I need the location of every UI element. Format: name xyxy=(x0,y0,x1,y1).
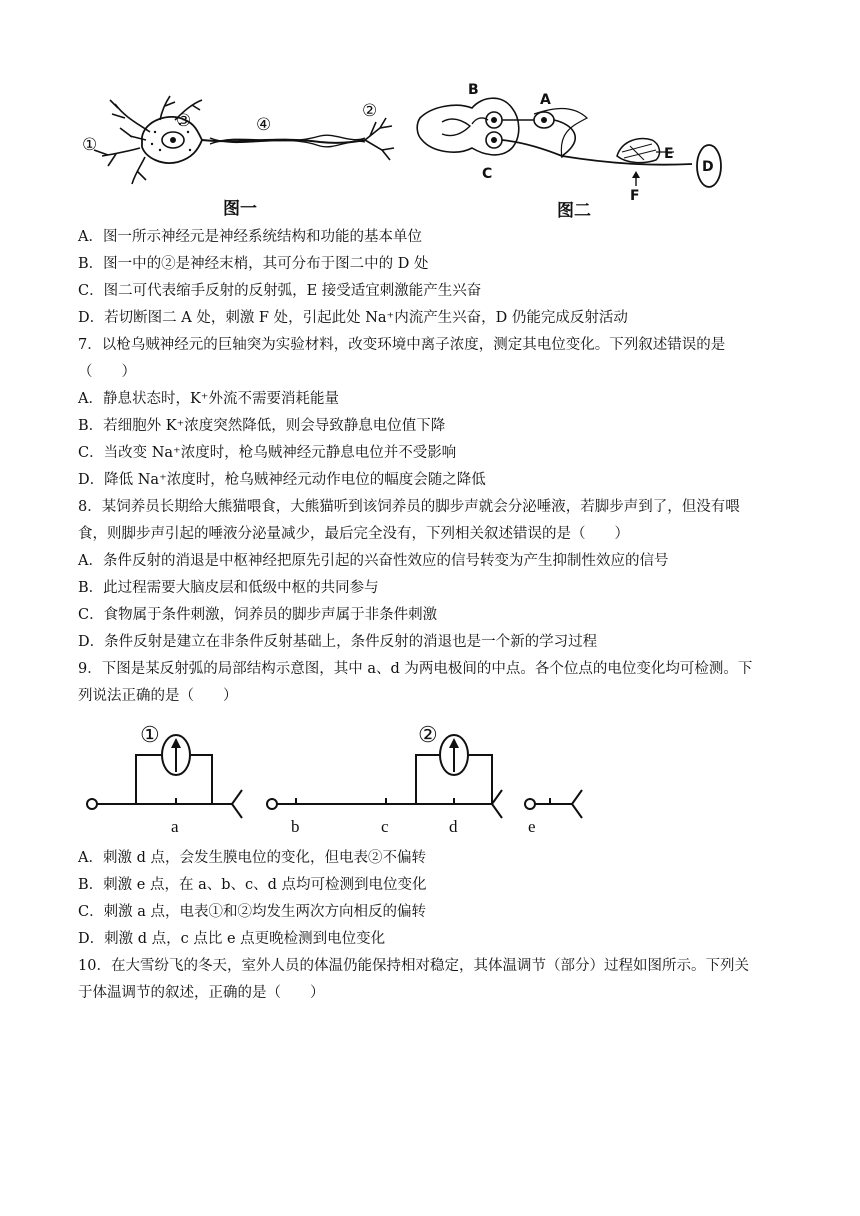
q9-option-d: D．刺激 d 点，c 点比 e 点更晚检测到电位变化 xyxy=(78,931,386,947)
q9-stem-2: 列说法正确的是（ ） xyxy=(78,688,238,704)
figure-neuron xyxy=(80,92,400,192)
fig1-caption: 图一 xyxy=(223,199,257,219)
figure-reflex-segment xyxy=(80,720,600,840)
meter-1-label: ① xyxy=(140,722,160,747)
meter-2-label: ② xyxy=(418,722,438,747)
q10-stem-2: 于体温调节的叙述，正确的是（ ） xyxy=(78,985,325,1001)
fig2-caption: 图二 xyxy=(557,201,591,221)
q7-option-c: C．当改变 Na⁺浓度时，枪乌贼神经元静息电位并不受影响 xyxy=(78,445,457,461)
q8-option-a: A．条件反射的消退是中枢神经把原先引起的兴奋性效应的信号转变为产生抑制性效应的信号 xyxy=(78,553,669,569)
q9-option-c: C．刺激 a 点，电表①和②均发生两次方向相反的偏转 xyxy=(78,904,426,920)
point-b: b xyxy=(291,817,300,836)
q6-option-c: C．图二可代表缩手反射的反射弧，E 接受适宜刺激能产生兴奋 xyxy=(78,283,482,299)
q6-option-b: B．图一中的②是神经末梢，其可分布于图二中的 D 处 xyxy=(78,256,429,272)
q7-option-d: D．降低 Na⁺浓度时，枪乌贼神经元动作电位的幅度会随之降低 xyxy=(78,472,486,488)
q8-option-b: B．此过程需要大脑皮层和低级中枢的共同参与 xyxy=(78,580,379,596)
fig2-label-b: B xyxy=(468,82,479,98)
point-c: c xyxy=(381,817,389,836)
q9-option-b: B．刺激 e 点，在 a、b、c、d 点均可检测到电位变化 xyxy=(78,877,427,893)
fig2-label-f: F xyxy=(630,188,640,203)
fig1-label-3: ③ xyxy=(176,111,192,130)
q8-option-d: D．条件反射是建立在非条件反射基础上，条件反射的消退也是一个新的学习过程 xyxy=(78,634,598,650)
q9-option-a: A．刺激 d 点，会发生膜电位的变化，但电表②不偏转 xyxy=(78,850,426,866)
q10-stem-1: 10．在大雪纷飞的冬天，室外人员的体温仍能保持相对稳定，其体温调节（部分）过程如图所示。下列关 xyxy=(78,958,749,974)
fig1-label-4: ④ xyxy=(256,115,272,134)
q7-option-a: A．静息状态时，K⁺外流不需要消耗能量 xyxy=(78,391,339,407)
fig1-label-2: ② xyxy=(362,101,378,120)
point-a: a xyxy=(171,817,179,836)
q7-stem-2: （ ） xyxy=(78,364,136,380)
fig2-label-e: E xyxy=(664,146,674,162)
q8-stem-1: 8．某饲养员长期给大熊猫喂食，大熊猫听到该饲养员的脚步声就会分泌唾液，若脚步声到了，但没有喂 xyxy=(78,499,740,515)
q6-option-d: D．若切断图二 A 处，刺激 F 处，引起此处 Na⁺内流产生兴奋，D 仍能完成反射活动 xyxy=(78,310,628,326)
fig2-label-c: C xyxy=(482,166,493,182)
q8-stem-2: 食，则脚步声引起的唾液分泌量减少，最后完全没有，下列相关叙述错误的是（ ） xyxy=(78,526,629,542)
fig2-label-d: D xyxy=(702,159,714,175)
q7-stem-1: 7．以枪乌贼神经元的巨轴突为实验材料，改变环境中离子浓度，测定其电位变化。下列叙述错误的是 xyxy=(78,337,726,353)
fig2-label-a: A xyxy=(540,92,551,108)
figure-reflex-arc xyxy=(412,78,732,203)
q6-option-a: A．图一所示神经元是神经系统结构和功能的基本单位 xyxy=(78,229,422,245)
fig1-label-1: ① xyxy=(82,135,98,154)
q7-option-b: B．若细胞外 K⁺浓度突然降低，则会导致静息电位值下降 xyxy=(78,418,446,434)
point-e: e xyxy=(528,817,536,836)
q9-stem-1: 9．下图是某反射弧的局部结构示意图，其中 a、d 为两电极间的中点。各个位点的电位变化均可检测。下 xyxy=(78,661,753,677)
point-d: d xyxy=(449,817,458,836)
q8-option-c: C．食物属于条件刺激，饲养员的脚步声属于非条件刺激 xyxy=(78,607,438,623)
